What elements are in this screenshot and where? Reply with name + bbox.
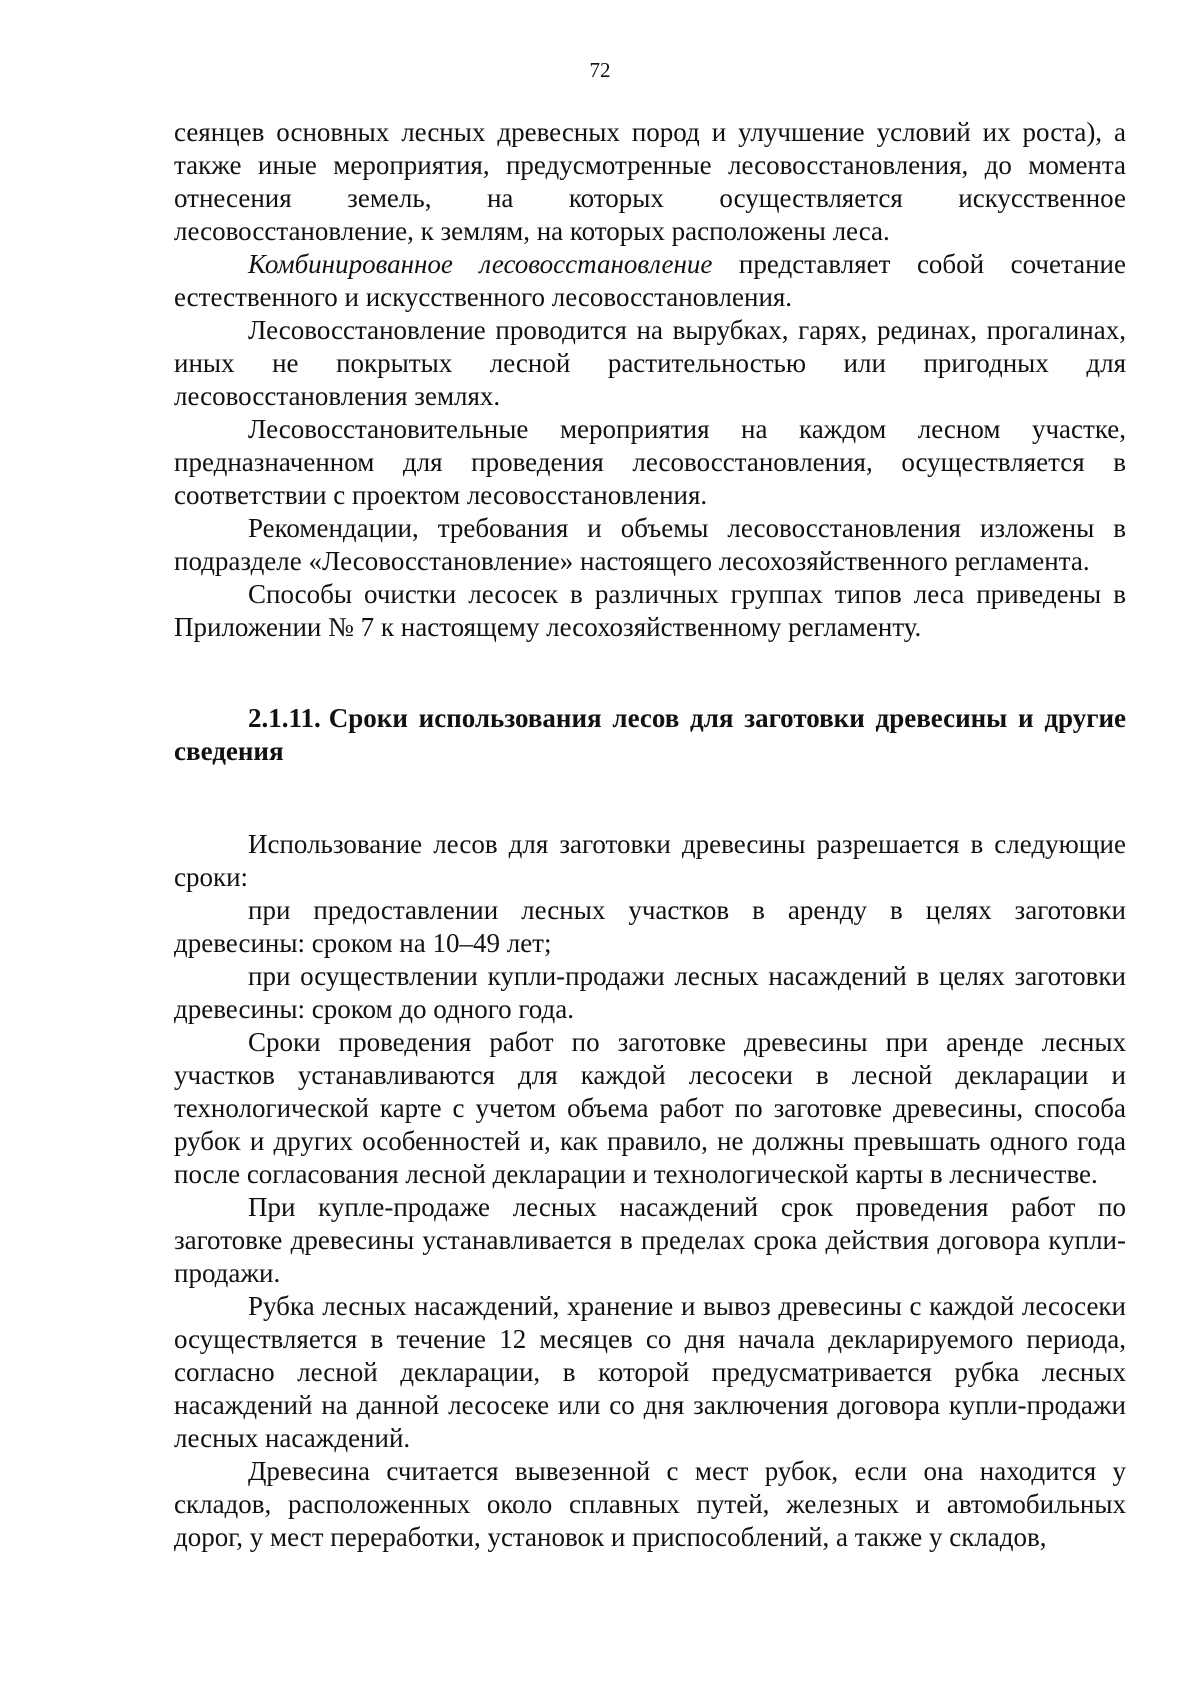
paragraph: Сроки проведения работ по заготовке древесины при аренде лесных участков устанавливаются для каждой лесосеки в лесной декларации и технологической карте с учетом объема работ по заготовке древесины, способа рубок и других особенностей и, как правило, не должны превышать одного года после согласования лесной декларации и технологической карты в лесничестве. [174, 1027, 1126, 1189]
paragraph: Лесовосстановление проводится на вырубках, гарях, рединах, прогалинах, иных не покрытых лесной растительностью или пригодных для лесовосстановления землях. [174, 315, 1126, 411]
italic-term: Комбинированное лесовосстановление [248, 249, 713, 279]
paragraph: Способы очистки лесосек в различных группах типов леса приведены в Приложении № 7 к настоящему лесохозяйственному регламенту. [174, 579, 1126, 642]
paragraph: Рубка лесных насаждений, хранение и вывоз древесины с каждой лесосеки осуществляется в течение 12 месяцев со дня начала декларируемого периода, согласно лесной декларации, в которой предусматривается рубка лесных насаждений на данной лесосеке или со дня заключения договора купли-продажи лесных насаждений. [174, 1291, 1126, 1453]
paragraph: при осуществлении купли-продажи лесных насаждений в целях заготовки древесины: сроком до одного года. [174, 961, 1126, 1024]
paragraph: сеянцев основных лесных древесных пород и улучшение условий их роста), а также иные мероприятия, предусмотренные лесовосстановления, до момента отнесения земель, на которых осуществляется искусственное лесовосстановление, к землям, на которых расположены леса. [174, 117, 1126, 246]
section-heading [174, 702, 1126, 768]
paragraph: Рекомендации, требования и объемы лесовосстановления изложены в подразделе «Лесовосстановление» настоящего лесохозяйственного регламента. [174, 513, 1126, 576]
page-number: 72 [589, 58, 611, 82]
section-title: Сроки использования лесов для заготовки древесины и другие сведения [174, 703, 1126, 766]
paragraph [174, 248, 1126, 314]
paragraph: Древесина считается вывезенной с мест рубок, если она находится у складов, расположенных около сплавных путей, железных и автомобильных дорог, у мест переработки, установок и приспособлений, а также у складов, [174, 1456, 1126, 1552]
document-body [174, 116, 1126, 1554]
paragraph: Лесовосстановительные мероприятия на каждом лесном участке, предназначенном для проведения лесовосстановления, осуществляется в соответствии с проектом лесовосстановления. [174, 414, 1126, 510]
paragraph: При купле-продаже лесных насаждений срок проведения работ по заготовке древесины устанавливается в пределах срока действия договора купли-продажи. [174, 1192, 1126, 1288]
paragraph: Использование лесов для заготовки древесины разрешается в следующие сроки: [174, 829, 1126, 892]
paragraph-text: представляет собой сочетание естественного и искусственного лесовосстановления. [174, 249, 1126, 312]
paragraph: при предоставлении лесных участков в аренду в целях заготовки древесины: сроком на 10–49 лет; [174, 895, 1126, 958]
section-number: 2.1.11. [248, 703, 321, 733]
